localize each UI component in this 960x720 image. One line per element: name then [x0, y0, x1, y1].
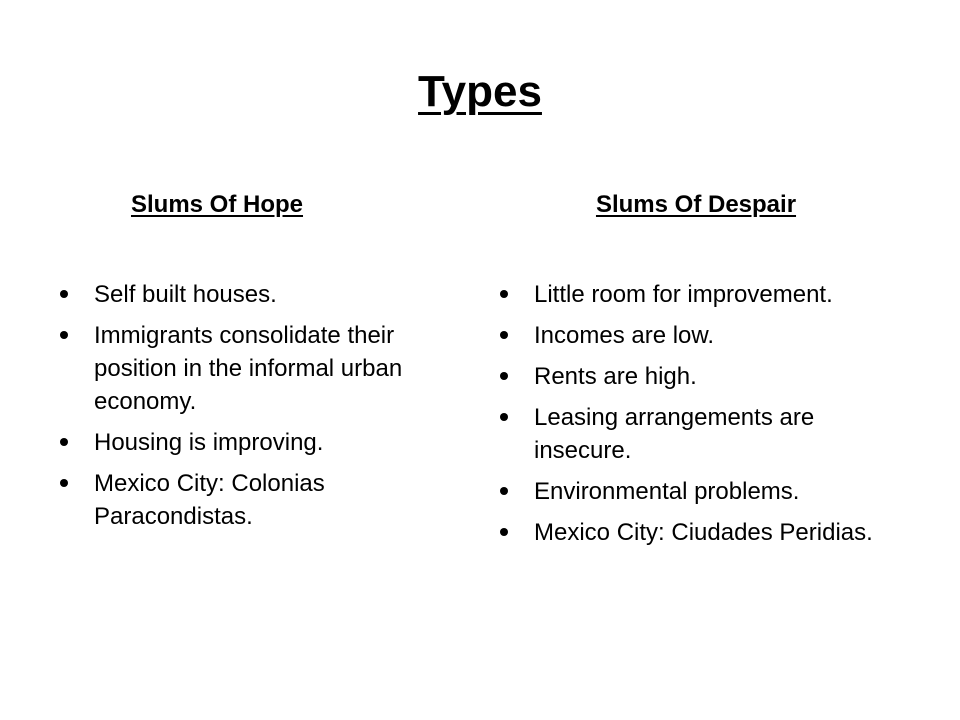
bullet-dot-icon	[500, 528, 508, 536]
bullet-dot-icon	[500, 372, 508, 380]
bullet-dot-icon	[60, 438, 68, 446]
column-slums-of-despair	[498, 188, 888, 557]
bullet-item	[58, 278, 438, 311]
bullet-item	[498, 401, 888, 467]
column-slums-of-hope	[58, 188, 438, 541]
bullet-text: Little room for improvement.	[534, 281, 833, 308]
bullet-item	[58, 426, 438, 459]
bullet-dot-icon	[60, 290, 68, 298]
bullet-text: Rents are high.	[534, 363, 697, 390]
bullet-item	[498, 278, 888, 311]
bullet-text: Self built houses.	[94, 281, 277, 308]
bullet-dot-icon	[60, 331, 68, 339]
bullet-item	[498, 475, 888, 508]
bullet-item	[58, 319, 438, 418]
bullet-dot-icon	[500, 290, 508, 298]
bullet-dot-icon	[500, 331, 508, 339]
bullet-dot-icon	[500, 413, 508, 421]
bullet-dot-icon	[60, 479, 68, 487]
bullet-text: Mexico City: Ciudades Peridias.	[534, 519, 873, 546]
bullet-text: Immigrants consolidate their position in the informal urban economy.	[94, 322, 403, 415]
bullet-item	[498, 360, 888, 393]
bullet-text: Mexico City: Colonias Paracondistas.	[94, 470, 325, 530]
column-heading: Slums Of Hope	[130, 191, 304, 218]
bullet-item	[498, 319, 888, 352]
bullet-dot-icon	[500, 487, 508, 495]
slide-title: Types	[418, 67, 542, 116]
bullet-text: Housing is improving.	[94, 429, 324, 456]
bullet-text: Incomes are low.	[534, 322, 715, 349]
bullet-list	[498, 278, 888, 549]
bullet-list	[58, 278, 438, 533]
bullet-item	[498, 516, 888, 549]
bullet-text: Leasing arrangements are insecure.	[534, 404, 815, 464]
bullet-text: Environmental problems.	[534, 478, 800, 505]
column-heading: Slums Of Despair	[595, 191, 797, 218]
bullet-item	[58, 467, 438, 533]
